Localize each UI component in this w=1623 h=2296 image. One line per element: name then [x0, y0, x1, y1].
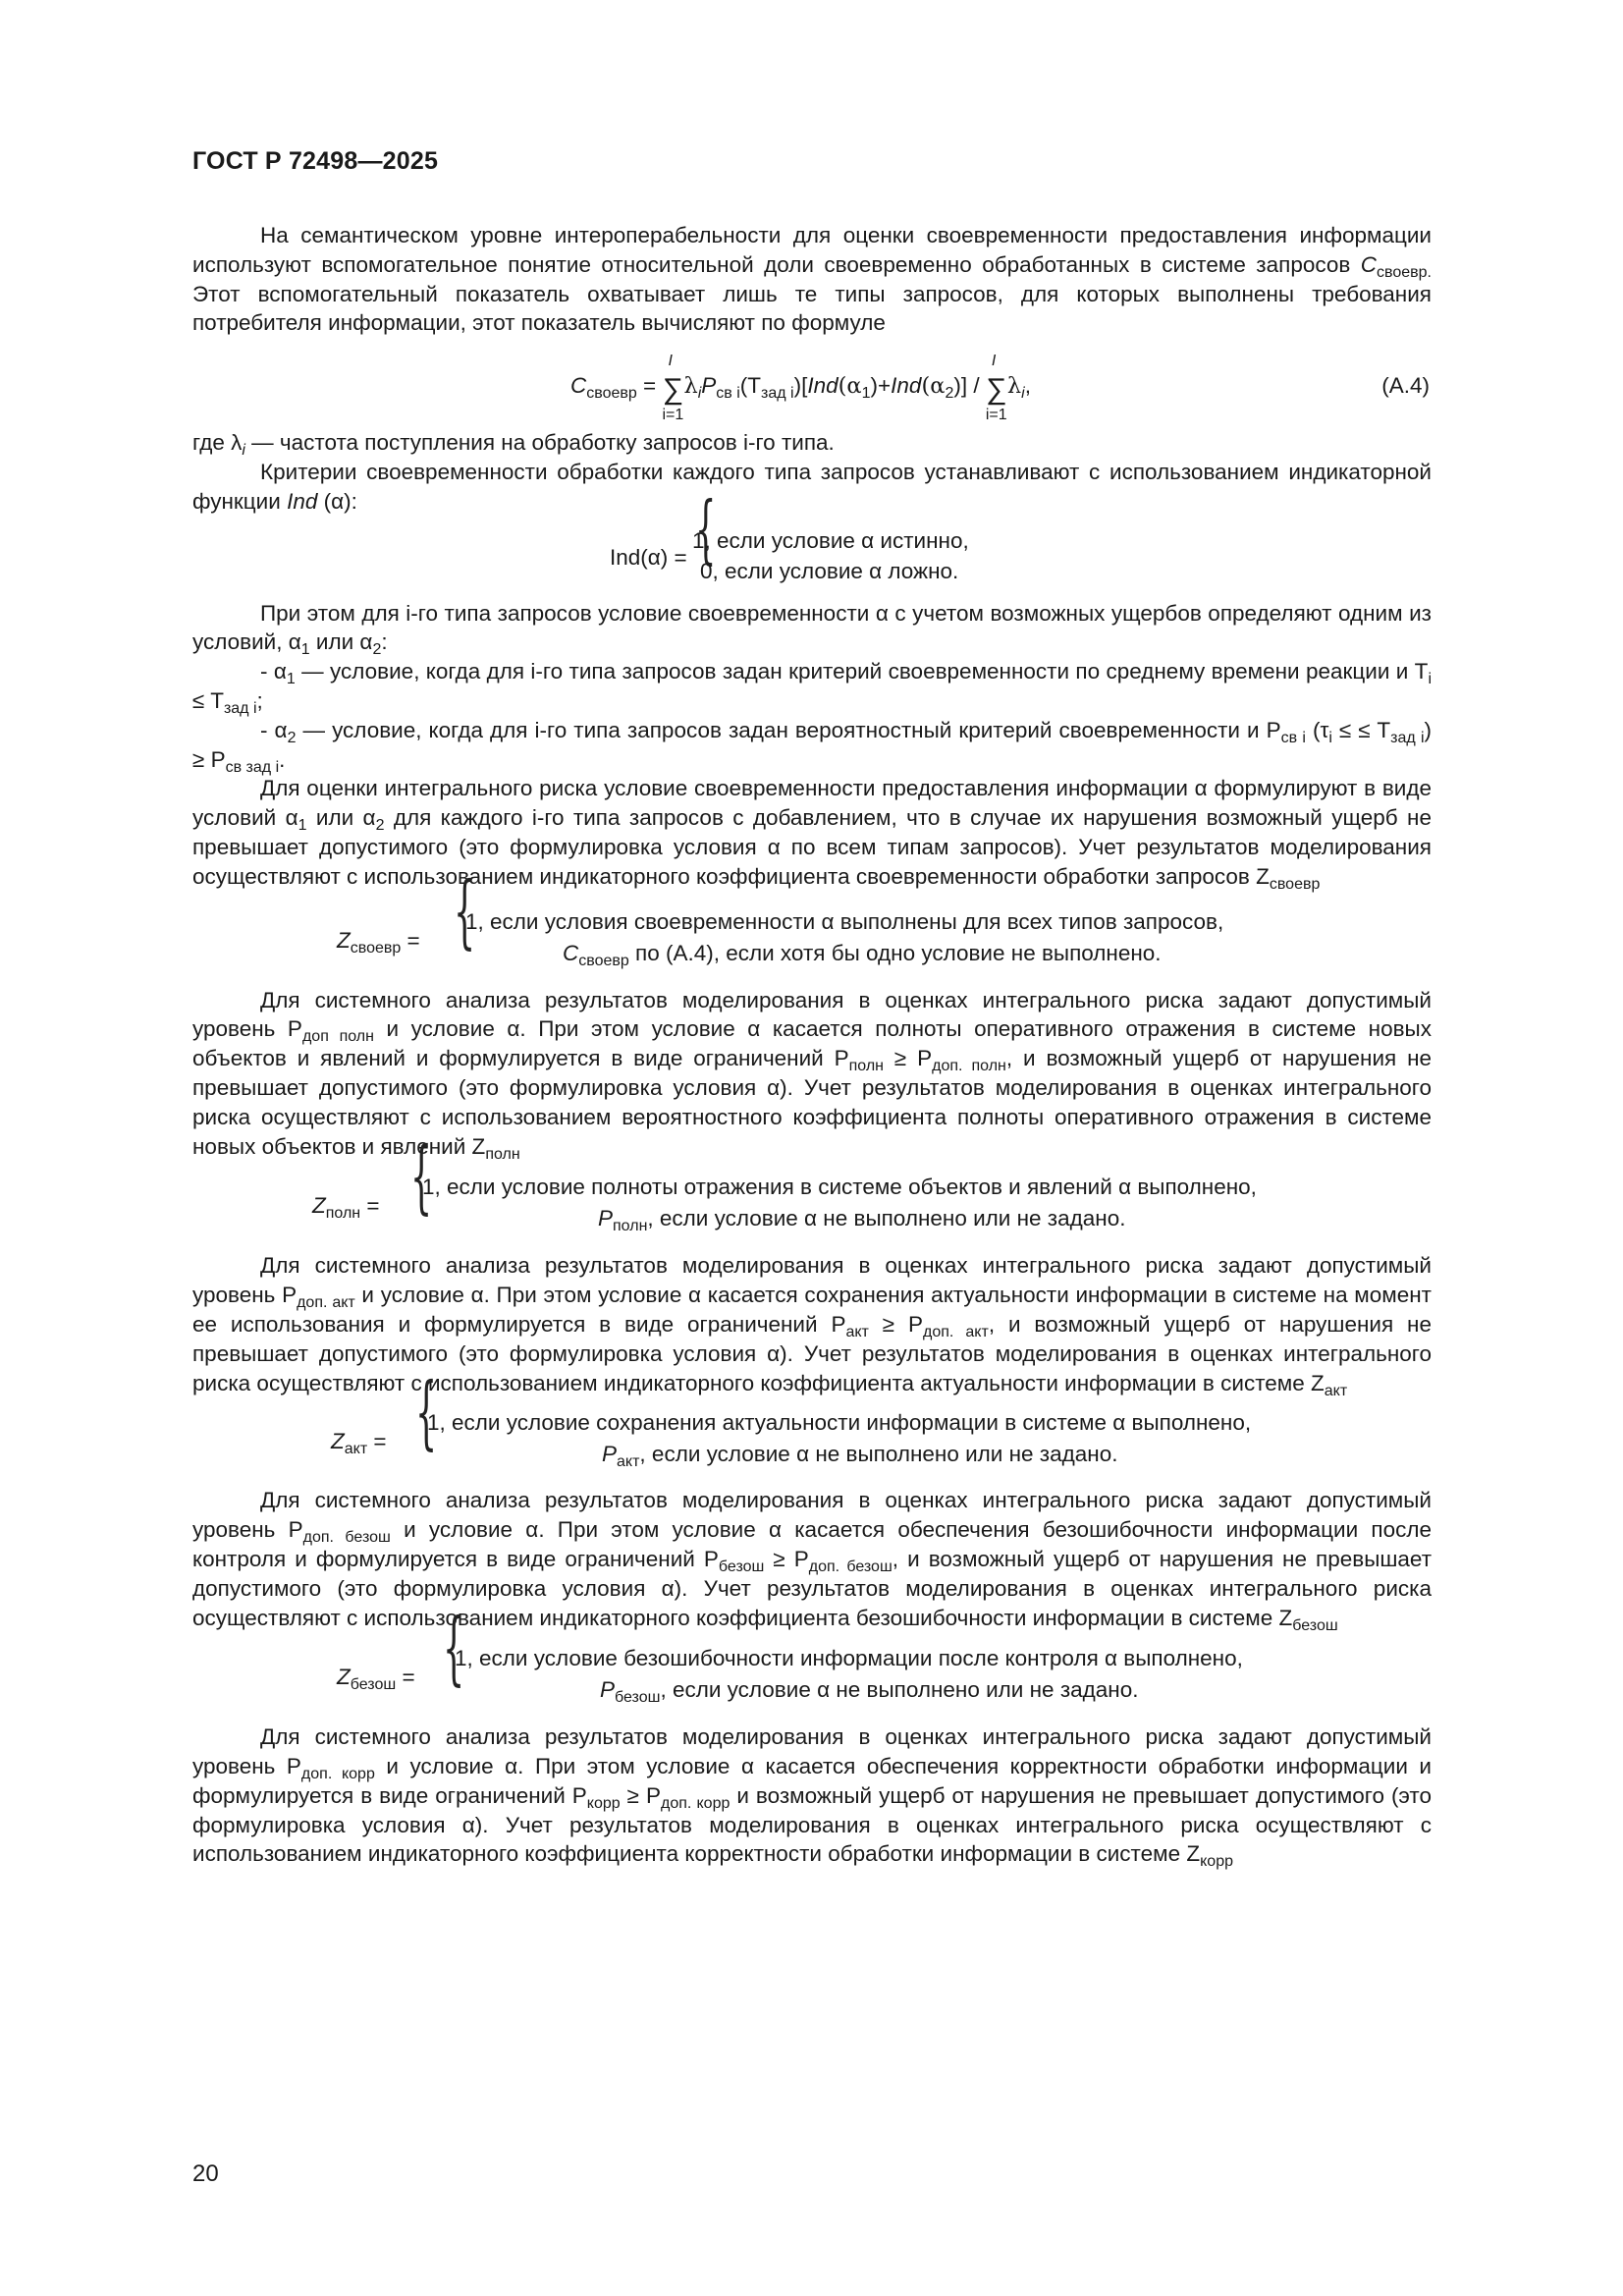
p7-t3: ≥ P	[868, 1311, 923, 1337]
z-poln-row2	[598, 1204, 1125, 1233]
p9-s3: доп. корр	[660, 1794, 730, 1812]
item1-s3: зад i	[223, 699, 257, 717]
item1-t4: ;	[256, 687, 263, 713]
z-akt-row1: 1, если условие сохранения актуальности информации в системе α выполнено,	[427, 1410, 1252, 1436]
item2-t5: ) ≥ P	[192, 717, 1432, 772]
p2-sub: i	[242, 442, 245, 460]
item1-s1: 1	[286, 671, 296, 688]
z-poln-row2-p: P	[598, 1206, 614, 1231]
bracket-open: )[	[793, 373, 808, 399]
p9-s1: доп. корр	[300, 1766, 375, 1783]
paragraph-7	[192, 1251, 1432, 1397]
p-symbol: P	[701, 373, 717, 399]
p6-s2: полн	[848, 1058, 885, 1075]
p6-t3: ≥ P	[884, 1046, 933, 1071]
t-open: (T	[739, 373, 762, 399]
item2-s5: св зад i	[225, 758, 280, 776]
z-bezosh-row2-text: , если условие α не выполнено или не задано.	[660, 1677, 1139, 1703]
left-brace: {	[454, 863, 476, 957]
p7-t1: Для системного анализа результатов моделирования в оценках интегрального риска задают допустимый уровень P	[192, 1253, 1432, 1308]
z-svoevr-row2	[563, 939, 1162, 968]
item1-s2: i	[1428, 671, 1432, 688]
eq-sign: =	[643, 373, 657, 399]
paragraph-9	[192, 1722, 1432, 1869]
z-bezosh-row2	[600, 1675, 1138, 1705]
sum-sign-2: ∑ I i=1	[985, 353, 1007, 424]
t-sub: зад i	[761, 385, 794, 403]
p6-t1: Для системного анализа результатов моделирования в оценках интегрального риска задают допустимый уровень P	[192, 987, 1432, 1042]
z-akt-eq: =	[373, 1429, 387, 1454]
z-akt-row2-p: P	[602, 1442, 618, 1467]
alpha2-sub: 2	[945, 385, 954, 403]
z-bezosh-sub: безош	[350, 1676, 397, 1694]
p4-end: :	[381, 629, 388, 655]
item2-t2: — условие, когда для i-го типа запросов задан вероятностный критерий своевременности и P	[296, 717, 1281, 742]
paragraph-6	[192, 986, 1432, 1162]
z-svoevr-z: Z	[337, 927, 351, 953]
z-svoevr-sub: своевр	[350, 939, 402, 957]
comma: ,	[1024, 373, 1031, 399]
p7-s1: доп. акт	[297, 1294, 355, 1312]
p4-s1: 1	[300, 641, 310, 659]
z-bezosh-lhs	[337, 1663, 415, 1692]
z-bezosh-row2-sub: безош	[615, 1689, 661, 1707]
item1-t3: ≤ T	[192, 687, 224, 713]
formula-a4	[192, 338, 1432, 428]
z-svoevr-formula	[192, 863, 1432, 986]
p9-t1: Для системного анализа результатов моделирования в оценках интегрального риска задают допустимый уровень P	[192, 1724, 1432, 1779]
z-bezosh-formula	[192, 1601, 1432, 1722]
p1-text2: Этот вспомогательный показатель охватывает лишь те типы запросов, для которых выполнены требования потребителя информации, этот показатель вычисляют по формуле	[192, 281, 1432, 336]
p7-s4: акт	[1324, 1382, 1348, 1399]
p7-t2: и условие α. При этом условие α касается сохранения актуальности информации в системе на момент ее использования и формулируется в виде ограничений P	[192, 1283, 1432, 1337]
z-svoevr-row2-text: по (A.4), если хотя бы одно условие не выполнено.	[628, 940, 1162, 965]
p3-text: Критерии своевременности обработки каждого типа запросов устанавливают с использованием индикаторной функции	[192, 459, 1432, 514]
item2-t6: .	[279, 746, 286, 772]
paragraph-4	[192, 599, 1432, 658]
paragraph-1	[192, 221, 1432, 338]
standard-header: ГОСТ Р 72498—2025	[192, 147, 439, 175]
item2-s4: зад i	[1390, 729, 1425, 746]
p2-pre: где λ	[192, 430, 243, 456]
z-poln-sub: полн	[325, 1205, 361, 1223]
p8-t4: , и возможный ущерб от нарушения не превышает допустимого (это формулировка условия α). Учет результатов моделирования в оценках интегрального риска осуществляют с использованием индикаторного коэффициента безошибочности информации в системе Z	[192, 1546, 1432, 1630]
left-brace: {	[410, 1129, 433, 1224]
p2-post: — частота поступления на обработку запросов i-го типа.	[244, 430, 835, 456]
z-svoevr-row1: 1, если условия своевременности α выполнены для всех типов запросов,	[465, 908, 1224, 934]
z-bezosh-z: Z	[337, 1665, 351, 1690]
list-item-alpha1	[192, 657, 1432, 716]
p8-t2: и условие α. При этом условие α касается обеспечения безошибочности информации после контроля и формулируется в виде ограничений P	[192, 1517, 1432, 1571]
list-item-alpha2	[192, 716, 1432, 775]
z-akt-row2-sub: акт	[617, 1453, 640, 1471]
item2-t4: ≤ ≤ T	[1331, 717, 1391, 742]
p6-s3: доп. полн	[932, 1058, 1006, 1075]
z-bezosh-row1: 1, если условие безошибочности информации после контроля α выполнено,	[455, 1646, 1243, 1671]
p8-s2: безош	[718, 1558, 765, 1575]
p9-s2: корр	[586, 1794, 621, 1812]
z-svoevr-row2-c: C	[563, 940, 579, 965]
p9-t3: ≥ P	[620, 1782, 661, 1808]
z-akt-formula	[192, 1365, 1432, 1486]
z-poln-row2-sub: полн	[613, 1218, 648, 1235]
c-symbol: C	[1360, 251, 1378, 277]
ind-fn-1: Ind	[807, 373, 839, 399]
p9-t4: и возможный ущерб от нарушения не превышает допустимого (это формулировка условия α). Учет результатов моделирования в оценках интегрального риска осуществляют с использованием индикаторного коэффициента корректности обработки информации в системе Z	[192, 1782, 1432, 1867]
p7-s3: доп. акт	[922, 1323, 989, 1340]
sum-upper: I	[668, 353, 673, 370]
p6-s1: доп полн	[301, 1028, 374, 1046]
sum-sign: ∑ I i=1	[662, 353, 684, 424]
z-poln-row2-text: , если условие α не выполнено или не задано.	[647, 1206, 1126, 1231]
p3-fn: Ind	[287, 488, 318, 514]
p5-s2: 2	[375, 817, 385, 835]
plus-sign: )+	[870, 373, 892, 399]
z-poln-lhs	[312, 1191, 380, 1221]
p5-s3: своевр	[1269, 875, 1321, 893]
document-body	[192, 221, 1432, 1869]
formula-tail: )] /	[953, 373, 980, 399]
item1-t2: — условие, когда для i-го типа запросов задан критерий своевременности по среднему времени реакции и T	[295, 659, 1429, 684]
p7-t4: , и возможный ущерб от нарушения не превышает допустимого (это формулировка условия α). Учет результатов моделирования в оценках интегрального риска осуществляют с использованием индикаторного коэффициента актуальности информации в системе Z	[192, 1311, 1432, 1395]
z-akt-row2	[602, 1440, 1117, 1469]
p8-s4: безош	[1292, 1616, 1338, 1634]
z-poln-formula	[192, 1129, 1432, 1251]
p4-text: При этом для i-го типа запросов условие своевременности α с учетом возможных ущербов определяют одним из условий, α	[192, 600, 1432, 655]
z-akt-lhs	[331, 1427, 387, 1456]
paragraph-2	[192, 428, 1432, 458]
z-bezosh-row2-p: P	[600, 1677, 616, 1703]
left-brace: {	[443, 1601, 465, 1695]
p-sub: св i	[716, 385, 740, 403]
z-svoevr-lhs	[337, 926, 420, 956]
item1-text: - α	[260, 659, 287, 684]
page-number: 20	[192, 2160, 219, 2187]
left-brace: {	[695, 486, 717, 574]
p6-t4: , и возможный ущерб от нарушения не превышает допустимого (это формулировка условия α). Учет результатов моделирования в оценках интегрального риска осуществляют с использованием вероятностного коэффициента полноты оперативного отражения в системе новых объектов и явлений Z	[192, 1046, 1433, 1159]
lambda-symbol: λ	[683, 373, 698, 400]
p6-t2: и условие α. При этом условие α касается полноты оперативного отражения в системе новых объектов и явлений и формулируется в виде ограничений P	[192, 1016, 1432, 1071]
p8-s1: доп. безош	[302, 1529, 391, 1547]
p8-t3: ≥ P	[764, 1546, 809, 1571]
z-poln-z: Z	[312, 1193, 326, 1219]
formula-number: (A.4)	[1381, 373, 1430, 399]
p5-s1: 1	[298, 817, 307, 835]
p5-t2: или α	[306, 805, 376, 831]
paragraph-5	[192, 774, 1432, 891]
item2-text: - α	[260, 717, 288, 742]
c-subscript: своевр.	[1377, 263, 1432, 281]
p6-s4: полн	[485, 1145, 520, 1163]
z-akt-row2-text: , если условие α не выполнено или не задано.	[639, 1442, 1118, 1467]
alpha2: (α	[921, 373, 946, 400]
z-svoevr-eq: =	[406, 927, 420, 953]
z-bezosh-eq: =	[402, 1665, 415, 1690]
p9-s4: корр	[1200, 1853, 1233, 1871]
z-poln-eq: =	[366, 1193, 380, 1219]
formula-a4-expression: $C_{своевр}$ = ∑ I i=1 $\lambda_iP_{св i}(T_{зад i})[Ind(\alpha_1)+Ind(\alpha_2)]$ / ∑ I i=1 $\lambda_i$,	[570, 353, 1031, 424]
item2-t3: (τ	[1305, 717, 1329, 742]
paragraph-8	[192, 1486, 1432, 1632]
p3-arg: (α):	[323, 488, 357, 514]
p9-t2: и условие α. При этом условие α касается обеспечения корректности обработки информации и формулируется в виде ограничений P	[192, 1754, 1432, 1808]
item2-s2: св i	[1280, 729, 1306, 746]
z-svoevr-row2-sub: своевр	[578, 952, 629, 969]
p1-text: На семантическом уровне интероперабельности для оценки своевременности предоставления информации используют вспомогательное понятие относительной доли своевременно обработанных в системе запросов	[192, 223, 1432, 277]
p4-s2: 2	[372, 641, 382, 659]
i-tail: i	[1021, 385, 1025, 403]
ind-row-2: 0, если условие α ложно.	[700, 558, 959, 583]
p7-s2: акт	[845, 1323, 869, 1340]
p5-t3: для каждого i-го типа запросов с добавлением, что в случае их нарушения возможный ущерб не превышает допустимого (это формулировка условия α по всем типам запросов). Учет результатов моделирования осуществляют с использованием индикаторного коэффициента своевременности обработки запросов Z	[192, 805, 1432, 889]
paragraph-3	[192, 458, 1432, 517]
alpha1: (α	[838, 373, 862, 400]
lambda-tail: λ	[1006, 373, 1022, 400]
p8-s3: доп. безош	[808, 1558, 893, 1575]
item2-s1: 2	[287, 729, 297, 746]
ind-cases-lhs: Ind(α) =	[610, 544, 687, 570]
p5-t1: Для оценки интегрального риска условие своевременности предоставления информации α формулируют в виде условий α	[192, 776, 1432, 831]
left-brace: {	[415, 1365, 438, 1459]
item2-s3: i	[1328, 729, 1332, 746]
z-akt-sub: акт	[344, 1441, 368, 1458]
sum-lower: i=1	[662, 407, 684, 424]
z-akt-z: Z	[331, 1429, 345, 1454]
p4-mid: или α	[309, 629, 373, 655]
z-poln-row1: 1, если условие полноты отражения в системе объектов и явлений α выполнено,	[422, 1175, 1257, 1200]
ind-row-1: 1, если условие α истинно,	[692, 527, 969, 553]
alpha1-sub: 1	[861, 385, 871, 403]
p8-t1: Для системного анализа результатов моделирования в оценках интегрального риска задают допустимый уровень P	[192, 1488, 1432, 1543]
